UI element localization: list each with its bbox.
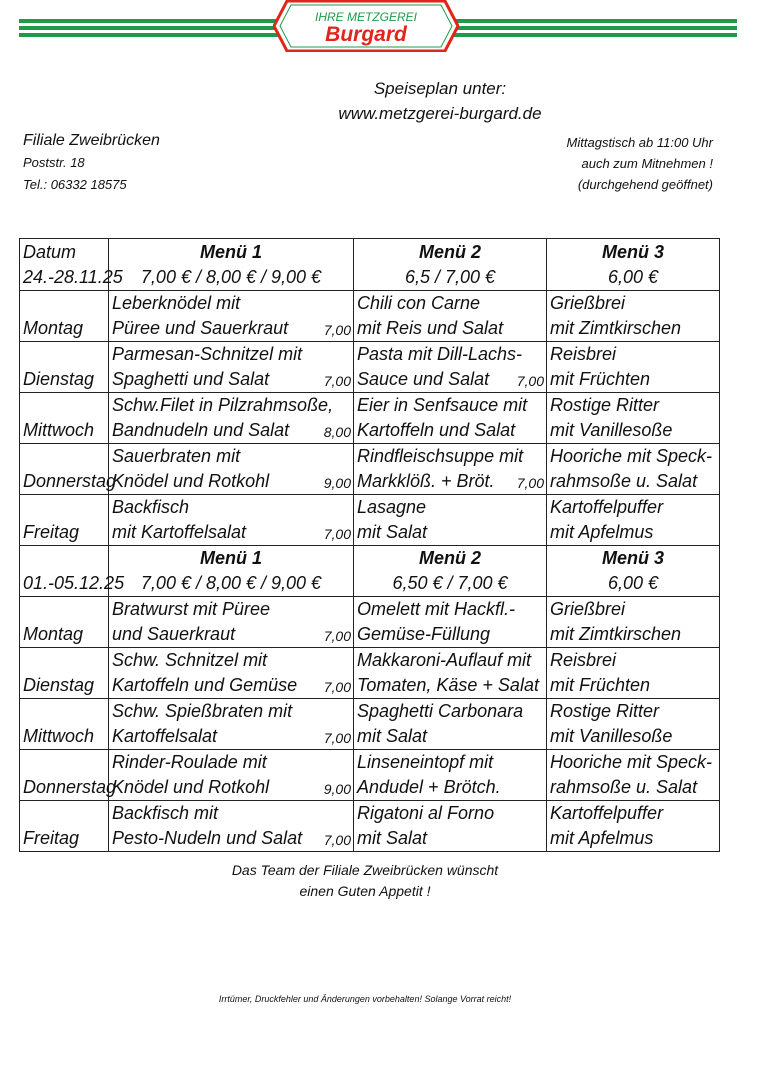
dish-line: Rostige Ritter	[550, 701, 660, 721]
dish-price: 7,00	[323, 628, 351, 644]
header-stripe-left-2	[19, 26, 281, 30]
menu-title: Menü 1	[199, 548, 262, 568]
header-stripe-right-1	[450, 19, 737, 23]
dish-line: Makkaroni-Auflauf mit	[357, 650, 532, 670]
weekday: Dienstag	[20, 648, 109, 699]
branch-street: Poststr. 18	[23, 155, 85, 170]
logo-line2: Burgard	[325, 23, 407, 46]
dish-price: 7,00	[516, 373, 544, 389]
dish-line: Schw. Spießbraten mit	[112, 701, 293, 721]
day-row	[20, 444, 720, 495]
dish-line: mit Zimtkirschen	[550, 318, 682, 338]
menu-table	[19, 238, 720, 852]
datum-label: Datum	[23, 242, 77, 262]
greeting-line2: einen Guten Appetit !	[299, 883, 431, 899]
dish-line: Backfisch	[112, 497, 190, 517]
dish-m2	[354, 648, 547, 699]
dish-line: mit Apfelmus	[550, 828, 654, 848]
dish-m2	[354, 291, 547, 342]
dish-line: Markklöß. + Bröt.	[357, 471, 495, 491]
dish-m3	[547, 801, 720, 852]
menu-title: Menü 3	[601, 242, 664, 262]
burgard-logo	[273, 0, 459, 52]
dish-m3	[547, 495, 720, 546]
dish-m3	[547, 648, 720, 699]
dish-line: Rindfleischsuppe mit	[357, 446, 524, 466]
menu-title: Menü 1	[199, 242, 262, 262]
date-cell	[20, 546, 125, 597]
dish-line: Reisbrei	[550, 344, 617, 364]
dish-line: rahmsoße u. Salat	[550, 777, 698, 797]
dish-m1	[109, 750, 354, 801]
dish-line: Kartoffelpuffer	[550, 803, 664, 823]
dish-line: Grießbrei	[550, 599, 626, 619]
day-row	[20, 648, 720, 699]
header-stripe-right-2	[452, 26, 737, 30]
day-row	[20, 291, 720, 342]
dish-line: Andudel + Brötch.	[357, 777, 501, 797]
dish-m3	[547, 342, 720, 393]
dish-m2	[354, 801, 547, 852]
weekday: Montag	[20, 597, 109, 648]
header-stripe-left-1	[19, 19, 284, 23]
dish-line: mit Salat	[357, 522, 428, 542]
dish-line: mit Salat	[357, 828, 428, 848]
week-header-row	[20, 546, 720, 597]
takeaway-info: auch zum Mitnehmen !	[581, 156, 713, 171]
dish-line: Schw.Filet in Pilzrahmsoße,	[112, 395, 334, 415]
dish-line: Pesto-Nudeln und Salat	[112, 828, 303, 848]
dish-line: Omelett mit Hackfl.-	[357, 599, 516, 619]
weekday: Freitag	[20, 495, 109, 546]
header-stripe-right-3	[450, 33, 737, 37]
dish-line: Linseneintopf mit	[357, 752, 494, 772]
dish-m3	[547, 444, 720, 495]
dish-m3	[547, 393, 720, 444]
dish-price: 7,00	[323, 679, 351, 695]
dish-m2	[354, 342, 547, 393]
dish-line: Tomaten, Käse + Salat	[357, 675, 539, 695]
dish-line: Knödel und Rotkohl	[112, 777, 270, 797]
dish-line: mit Früchten	[550, 675, 651, 695]
dish-m2	[354, 444, 547, 495]
dish-line: Leberknödel mit	[112, 293, 241, 313]
weekday: Donnerstag	[20, 750, 109, 801]
menu-2-header	[354, 546, 547, 597]
week-date-range: 24.-28.11.25	[23, 267, 123, 287]
day-row	[20, 801, 720, 852]
dish-line: mit Kartoffelsalat	[112, 522, 247, 542]
logo-line1: IHRE METZGEREI	[314, 10, 418, 24]
dish-m1	[109, 699, 354, 750]
lunch-time-info: Mittagstisch ab 11:00 Uhr	[566, 135, 713, 150]
dish-m2	[354, 597, 547, 648]
dish-line: Reisbrei	[550, 650, 617, 670]
dish-line: Backfisch mit	[112, 803, 219, 823]
menu-title: Menü 2	[418, 242, 481, 262]
menu-3-header	[547, 546, 720, 597]
day-row	[20, 495, 720, 546]
weekday: Donnerstag	[20, 444, 109, 495]
dish-price: 7,00	[323, 373, 351, 389]
dish-line: Kartoffelsalat	[112, 726, 218, 746]
dish-line: Hooriche mit Speck-	[550, 752, 713, 772]
dish-line: Kartoffeln und Salat	[357, 420, 516, 440]
menu-title: Menü 3	[601, 548, 664, 568]
dish-price: 9,00	[323, 781, 351, 797]
dish-line: Sauerbraten mit	[112, 446, 241, 466]
dish-m2	[354, 393, 547, 444]
dish-line: Lasagne	[357, 497, 427, 517]
dish-line: rahmsoße u. Salat	[550, 471, 698, 491]
dish-line: mit Vanillesoße	[550, 420, 673, 440]
dish-line: Schw. Schnitzel mit	[112, 650, 268, 670]
dish-line: Pasta mit Dill-Lachs-	[357, 344, 523, 364]
date-cell	[20, 239, 123, 291]
dish-m3	[547, 291, 720, 342]
dish-price: 8,00	[323, 424, 351, 440]
dish-line: mit Apfelmus	[550, 522, 654, 542]
day-row	[20, 342, 720, 393]
menu-1-header	[109, 546, 354, 597]
dish-line: Spaghetti und Salat	[112, 369, 270, 389]
weekday: Freitag	[20, 801, 109, 852]
dish-line: Hooriche mit Speck-	[550, 446, 713, 466]
menu-title: Menü 2	[418, 548, 481, 568]
branch-phone: Tel.: 06332 18575	[23, 177, 127, 192]
dish-m1	[109, 801, 354, 852]
dish-line: und Sauerkraut	[112, 624, 236, 644]
weekday: Mittwoch	[20, 393, 109, 444]
dish-line: mit Früchten	[550, 369, 651, 389]
speiseplan-line1: Speiseplan unter:	[373, 79, 507, 98]
dish-m1	[109, 648, 354, 699]
dish-line: Chili con Carne	[357, 293, 481, 313]
dish-line: Sauce und Salat	[357, 369, 490, 389]
opening-info: (durchgehend geöffnet)	[577, 177, 713, 192]
dish-line: Spaghetti Carbonara	[357, 701, 524, 721]
dish-price: 9,00	[323, 475, 351, 491]
day-row	[20, 699, 720, 750]
dish-line: Parmesan-Schnitzel mit	[112, 344, 303, 364]
dish-m1	[109, 597, 354, 648]
menu-price: 6,5 / 7,00 €	[404, 267, 496, 287]
dish-line: Kartoffeln und Gemüse	[112, 675, 298, 695]
dish-m2	[354, 699, 547, 750]
dish-line: Knödel und Rotkohl	[112, 471, 270, 491]
dish-price: 7,00	[323, 832, 351, 848]
dish-line: Rostige Ritter	[550, 395, 660, 415]
day-row	[20, 393, 720, 444]
menu-3-header	[547, 239, 720, 291]
dish-m1	[109, 495, 354, 546]
disclaimer: Irrtümer, Druckfehler und Änderungen vorbehalten! Solange Vorrat reicht!	[218, 994, 512, 1004]
menu-price: 6,00 €	[607, 573, 659, 593]
dish-line: Kartoffelpuffer	[550, 497, 664, 517]
dish-line: mit Vanillesoße	[550, 726, 673, 746]
dish-price: 7,00	[323, 526, 351, 542]
dish-line: Rigatoni al Forno	[357, 803, 495, 823]
weekday: Mittwoch	[20, 699, 109, 750]
dish-m3	[547, 750, 720, 801]
day-row	[20, 597, 720, 648]
dish-line: mit Salat	[357, 726, 428, 746]
dish-line: Bratwurst mit Püree	[112, 599, 271, 619]
dish-m2	[354, 495, 547, 546]
menu-price: 7,00 € / 8,00 € / 9,00 €	[140, 267, 322, 287]
dish-line: Bandnudeln und Salat	[112, 420, 290, 440]
dish-line: Gemüse-Füllung	[357, 624, 491, 644]
dish-line: Rinder-Roulade mit	[112, 752, 267, 772]
day-row	[20, 750, 720, 801]
dish-price: 7,00	[323, 730, 351, 746]
branch-name: Filiale Zweibrücken	[23, 132, 160, 149]
greeting-line1: Das Team der Filiale Zweibrücken wünscht	[231, 862, 499, 878]
dish-price: 7,00	[323, 322, 351, 338]
dish-line: mit Zimtkirschen	[550, 624, 682, 644]
menu-2-header	[354, 239, 547, 291]
dish-m3	[547, 699, 720, 750]
week-header-row	[20, 239, 720, 291]
dish-line: Eier in Senfsauce mit	[357, 395, 528, 415]
dish-line: mit Reis und Salat	[357, 318, 504, 338]
week-date-range: 01.-05.12.25	[23, 573, 125, 593]
menu-price: 6,00 €	[607, 267, 659, 287]
website-link[interactable]: www.metzgerei-burgard.de	[338, 104, 542, 123]
dish-m3	[547, 597, 720, 648]
header-stripe-left-3	[19, 33, 284, 37]
weekday: Dienstag	[20, 342, 109, 393]
menu-1-header	[109, 239, 354, 291]
weekday: Montag	[20, 291, 109, 342]
dish-m1	[109, 291, 354, 342]
dish-line: Püree und Sauerkraut	[112, 318, 289, 338]
dish-m1	[109, 342, 354, 393]
menu-price: 6,50 € / 7,00 €	[392, 573, 508, 593]
dish-price: 7,00	[516, 475, 544, 491]
dish-m1	[109, 444, 354, 495]
dish-m1	[109, 393, 354, 444]
menu-price: 7,00 € / 8,00 € / 9,00 €	[140, 573, 322, 593]
dish-m2	[354, 750, 547, 801]
dish-line: Grießbrei	[550, 293, 626, 313]
